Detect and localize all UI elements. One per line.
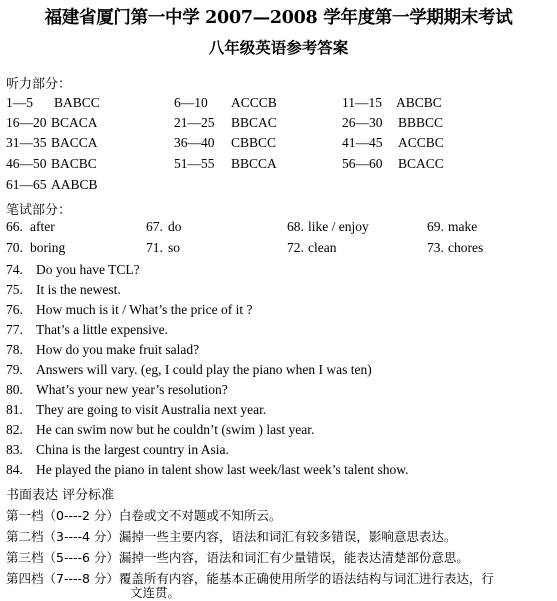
question-range: 26—30 xyxy=(342,115,383,130)
listening-row xyxy=(0,177,557,197)
answer-key: ACCCB xyxy=(231,95,277,110)
sentence-text: They are going to visit Australia next year. xyxy=(36,402,267,417)
answer-key: BCACA xyxy=(51,115,98,130)
grade-label: 第四档（7----8 分） xyxy=(6,571,119,586)
sentence-text: Do you have TCL? xyxy=(36,262,140,277)
listening-row xyxy=(0,135,557,155)
grade-label: 第二档（3----4 分） xyxy=(6,529,119,544)
sentence-text: Answers will vary. (eg, I could play the piano when I was ten) xyxy=(36,362,372,377)
question-range: 51—55 xyxy=(174,156,215,171)
question-range: 11—15 xyxy=(342,95,382,110)
listening-row xyxy=(0,115,557,135)
answer-key: CBBCC xyxy=(231,135,277,150)
grade-level-3 xyxy=(6,548,469,566)
word-answer: chores xyxy=(448,240,484,255)
sentence-text: How much is it / What’s the price of it ? xyxy=(36,302,253,317)
answer-key: BABCC xyxy=(54,95,100,110)
grade-description: 漏掉一些内容，语法和词汇有少量错误，能表达清楚部份意思。 xyxy=(118,550,469,565)
answer-key: BACBC xyxy=(51,156,97,171)
page-title: 福建省厦门第一中学 2007—2008 学年度第一学期期末考试 xyxy=(44,8,513,28)
grade-label: 第三档（5----6 分） xyxy=(6,550,119,565)
word-answer: like / enjoy xyxy=(308,219,369,234)
question-number: 66. xyxy=(6,219,23,234)
answer-key: BBBCC xyxy=(398,115,444,130)
listening-row xyxy=(0,95,557,115)
grade-description: 白卷或文不对题或不知所云。 xyxy=(118,508,282,523)
question-number: 68. xyxy=(287,219,304,234)
sentence-text: He can swim now but he couldn’t (swim ) last year. xyxy=(36,422,315,437)
sentence-text: He played the piano in talent show last week/last week’s talent show. xyxy=(36,462,409,477)
sentence-answer xyxy=(6,382,228,398)
question-number: 76. xyxy=(6,302,23,317)
sentence-answer xyxy=(6,322,168,338)
question-number: 73. xyxy=(427,240,444,255)
question-range: 61—65 xyxy=(6,177,47,192)
page-subtitle: 八年级英语参考答案 xyxy=(208,39,349,57)
question-number: 84. xyxy=(6,462,23,477)
writing-heading: 书面表达 评分标准 xyxy=(6,488,115,503)
question-number: 72. xyxy=(287,240,304,255)
sentence-text: It is the newest. xyxy=(36,282,121,297)
question-number: 74. xyxy=(6,262,23,277)
question-range: 56—60 xyxy=(342,156,383,171)
sentence-answer xyxy=(6,342,199,358)
question-range: 1—5 xyxy=(6,95,33,110)
question-number: 70. xyxy=(6,240,23,255)
question-range: 16—20 xyxy=(6,115,47,130)
question-number: 78. xyxy=(6,342,23,357)
grade-label: 第一档（0----2 分） xyxy=(6,508,119,523)
word-answer: do xyxy=(168,219,182,234)
answer-key: AABCB xyxy=(51,177,98,192)
word-answer: boring xyxy=(30,240,66,255)
question-number: 69. xyxy=(427,219,444,234)
question-range: 41—45 xyxy=(342,135,383,150)
sentence-answer xyxy=(6,462,409,478)
sentence-answer xyxy=(6,302,252,318)
question-number: 71. xyxy=(146,240,163,255)
grade-description: 覆盖所有内容，能基本正确使用所学的语法结构与词汇进行表达，行 xyxy=(118,571,494,586)
question-number: 81. xyxy=(6,402,23,417)
written-heading: 笔试部分： xyxy=(6,203,72,218)
question-number: 82. xyxy=(6,422,23,437)
question-range: 36—40 xyxy=(174,135,215,150)
grade-level-2 xyxy=(6,527,456,545)
sentence-answer xyxy=(6,442,229,458)
sentence-text: How do you make fruit salad? xyxy=(36,342,200,357)
question-number: 79. xyxy=(6,362,23,377)
word-answer: after xyxy=(30,219,55,234)
sentence-answer xyxy=(6,262,140,278)
question-number: 67. xyxy=(146,219,163,234)
question-number: 77. xyxy=(6,322,23,337)
sentence-text: What’s your new year’s resolution? xyxy=(36,382,228,397)
listening-heading: 听力部分： xyxy=(6,77,72,92)
question-range: 31—35 xyxy=(6,135,47,150)
word-answer: make xyxy=(448,219,478,234)
question-range: 46—50 xyxy=(6,156,47,171)
listening-row xyxy=(0,156,557,176)
sentence-text: China is the largest country in Asia. xyxy=(36,442,229,457)
sentence-answer xyxy=(6,362,372,378)
word-answer: clean xyxy=(308,240,337,255)
answer-key: BBCCA xyxy=(231,156,277,171)
answer-key: BBCAC xyxy=(231,115,277,130)
grade-description-continuation: 文连贯。 xyxy=(130,585,181,600)
grade-level-4 xyxy=(6,569,494,587)
sentence-text: That’s a little expensive. xyxy=(36,322,168,337)
question-number: 83. xyxy=(6,442,23,457)
answer-key: ACCBC xyxy=(398,135,444,150)
word-answer: so xyxy=(168,240,181,255)
grade-level-1 xyxy=(6,506,281,524)
sentence-answer xyxy=(6,402,266,418)
sentence-answer xyxy=(6,282,121,298)
question-number: 75. xyxy=(6,282,23,297)
answer-key: BCACC xyxy=(398,156,444,171)
question-range: 21—25 xyxy=(174,115,215,130)
question-range: 6—10 xyxy=(174,95,208,110)
question-number: 80. xyxy=(6,382,23,397)
word-answer-row xyxy=(0,219,557,239)
sentence-answer xyxy=(6,422,314,438)
word-answer-row xyxy=(0,240,557,260)
grade-description: 漏掉一些主要内容，语法和词汇有较多错误，影响意思表达。 xyxy=(118,529,457,544)
answer-key: BACCA xyxy=(51,135,98,150)
answer-key: ABCBC xyxy=(396,95,442,110)
